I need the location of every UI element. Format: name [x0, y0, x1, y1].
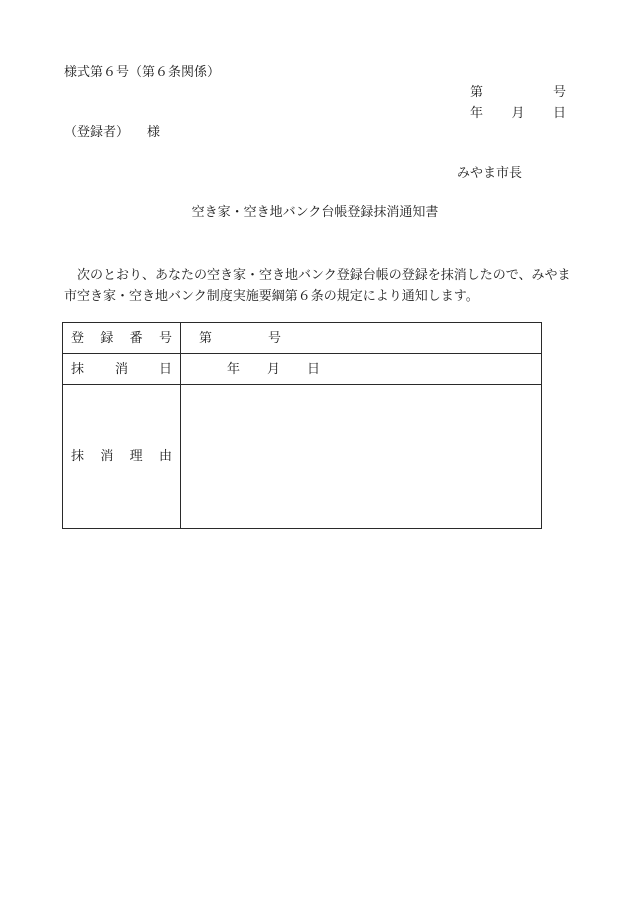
label-char: 理 [129, 449, 143, 464]
label-char: 消 [114, 361, 128, 377]
label-char: 消 [100, 449, 114, 464]
document-title: 空き家・空き地バンク台帳登録抹消通知書 [191, 205, 439, 220]
recipient [64, 126, 160, 139]
body-text: 次のとおり、あなたの空き家・空き地バンク登録台帳の登録を抹消したので、みやま市空き家・空き地バンク制度実施要綱第６条の規定により通知します。 [64, 268, 571, 304]
document-number-prefix: 第 [470, 85, 484, 100]
label-char: 由 [158, 449, 172, 464]
document-date-month: 月 [511, 106, 525, 121]
table-row-cancellation-reason [63, 385, 542, 529]
document-date-day: 日 [552, 106, 566, 121]
cancellation-date-label [63, 354, 181, 385]
label-char: 録 [100, 330, 114, 346]
label-char: 抹 [71, 361, 85, 377]
issuer: みやま市長 [457, 166, 523, 181]
cancellation-date-year: 年 [227, 361, 241, 377]
label-char: 番 [129, 330, 143, 346]
label-char: 号 [158, 330, 172, 346]
document-number-suffix: 号 [552, 85, 566, 100]
table-row-cancellation-date [63, 354, 542, 385]
registration-number-label [63, 323, 181, 354]
cancellation-reason-value [181, 385, 542, 529]
label-char: 日 [158, 361, 172, 377]
cancellation-date-month: 月 [267, 361, 281, 377]
table-row-registration-number [63, 323, 542, 354]
document-number [470, 86, 566, 99]
cancellation-date-day: 日 [307, 361, 321, 377]
registration-number-suffix: 号 [268, 330, 282, 346]
registration-number-prefix: 第 [199, 330, 213, 346]
recipient-honorific: 様 [147, 125, 161, 140]
document-date [470, 107, 566, 120]
document-date-year: 年 [470, 106, 484, 121]
label-char: 抹 [71, 449, 85, 464]
label-char: 登 [71, 330, 85, 346]
record-table [62, 322, 542, 529]
recipient-name: （登録者） [64, 125, 130, 140]
registration-number-value [181, 323, 542, 354]
form-label: 様式第６号（第６条関係） [64, 65, 221, 80]
cancellation-date-value [181, 354, 542, 385]
cancellation-reason-label [63, 385, 181, 529]
